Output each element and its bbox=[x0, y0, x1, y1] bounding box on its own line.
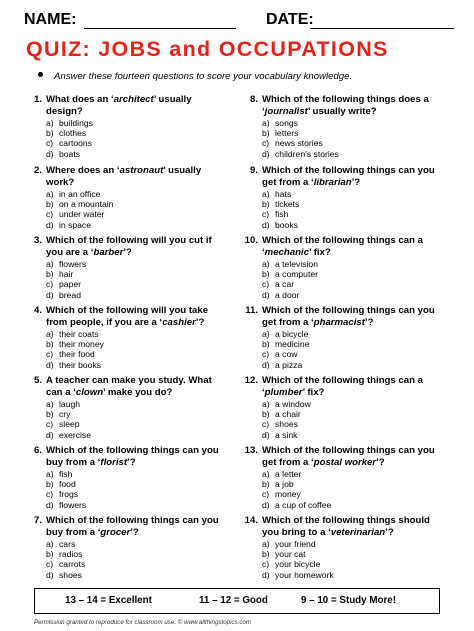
answer-option[interactable] bbox=[262, 290, 446, 300]
option-text: cry bbox=[59, 409, 71, 420]
permission-note: Permission granted to reproduce for classroom use. © www.allthingstopics.com bbox=[34, 619, 252, 626]
option-letter: a) bbox=[46, 329, 54, 339]
occupation-word: florist bbox=[100, 456, 128, 468]
score-range: 9 – 10 = bbox=[301, 595, 340, 606]
question-stem bbox=[20, 445, 220, 468]
answer-option[interactable] bbox=[262, 329, 446, 339]
question-stem bbox=[20, 235, 220, 258]
question-number: 6. bbox=[33, 445, 42, 456]
answer-option[interactable] bbox=[46, 329, 220, 339]
question-4 bbox=[20, 305, 220, 370]
option-letter: b) bbox=[46, 479, 54, 490]
option-letter: b) bbox=[46, 128, 54, 139]
occupation-word: pharmacist bbox=[313, 316, 365, 328]
question-number: 11. bbox=[245, 305, 258, 316]
answer-option[interactable] bbox=[46, 549, 220, 559]
question-stem bbox=[20, 515, 220, 538]
option-letter: c) bbox=[262, 209, 270, 220]
answer-option[interactable] bbox=[46, 479, 220, 489]
question-text: Which of the following things can a ‘plumber’ fix? bbox=[262, 375, 423, 398]
answer-option[interactable] bbox=[262, 479, 446, 489]
option-text: your homework bbox=[275, 569, 334, 580]
option-text: in space bbox=[59, 219, 92, 230]
answer-options bbox=[236, 329, 446, 370]
option-text: sleep bbox=[59, 419, 80, 430]
question-text: Which of the following things can you get from a ‘postal worker’? bbox=[262, 445, 435, 468]
option-letter: a) bbox=[262, 118, 270, 128]
option-letter: d) bbox=[262, 569, 270, 580]
option-text: cartoons bbox=[59, 138, 92, 149]
answer-option[interactable] bbox=[46, 339, 220, 349]
option-letter: b) bbox=[46, 269, 54, 280]
option-letter: d) bbox=[46, 219, 54, 230]
occupation-word: postal worker bbox=[313, 456, 377, 468]
score-excellent bbox=[65, 595, 152, 607]
answer-option[interactable] bbox=[46, 118, 220, 128]
question-text: Which of the following things does a ‘journalist’ usually write? bbox=[262, 94, 429, 117]
option-text: your friend bbox=[275, 539, 316, 549]
option-letter: d) bbox=[46, 148, 54, 159]
answer-option[interactable] bbox=[46, 279, 220, 289]
question-number: 8. bbox=[249, 94, 258, 105]
answer-option[interactable] bbox=[46, 290, 220, 300]
question-stem bbox=[236, 515, 446, 538]
answer-option[interactable] bbox=[262, 430, 446, 440]
option-letter: a) bbox=[262, 259, 270, 269]
answer-option[interactable] bbox=[262, 570, 446, 580]
option-text: shoes bbox=[59, 569, 82, 580]
option-letter: d) bbox=[46, 429, 54, 440]
option-text: clothes bbox=[59, 128, 87, 139]
answer-options bbox=[20, 469, 220, 510]
option-text: books bbox=[275, 219, 298, 230]
header bbox=[24, 11, 454, 33]
score-box bbox=[34, 588, 440, 614]
answer-option[interactable] bbox=[262, 409, 446, 419]
answer-option[interactable] bbox=[46, 220, 220, 230]
score-study-more bbox=[301, 595, 396, 607]
option-text: in an office bbox=[59, 189, 101, 199]
occupation-word: clown bbox=[75, 386, 104, 398]
option-text: tickets bbox=[275, 199, 300, 210]
question-14 bbox=[236, 515, 446, 580]
answer-option[interactable] bbox=[46, 469, 220, 479]
question-stem bbox=[236, 375, 446, 398]
question-text: Where does an ‘astronaut’ usually work? bbox=[46, 165, 202, 188]
question-stem bbox=[236, 445, 446, 468]
question-number: 14. bbox=[244, 515, 258, 526]
option-text: fish bbox=[59, 469, 73, 479]
question-text: Which of the following things can a ‘mechanic’ fix? bbox=[262, 235, 423, 258]
option-letter: b) bbox=[262, 269, 270, 280]
option-letter: b) bbox=[46, 549, 54, 560]
option-text: a chair bbox=[275, 409, 301, 420]
option-text: hair bbox=[59, 269, 74, 280]
question-11 bbox=[236, 305, 446, 370]
option-letter: a) bbox=[262, 189, 270, 199]
answer-option[interactable] bbox=[46, 559, 220, 569]
answer-options bbox=[236, 539, 446, 580]
answer-options bbox=[236, 399, 446, 440]
answer-options bbox=[236, 259, 446, 300]
option-letter: d) bbox=[46, 569, 54, 580]
option-letter: b) bbox=[262, 339, 270, 350]
question-number: 10. bbox=[244, 235, 258, 246]
answer-option[interactable] bbox=[262, 399, 446, 409]
answer-option[interactable] bbox=[262, 220, 446, 230]
option-text: songs bbox=[275, 118, 298, 128]
option-text: a bicycle bbox=[275, 329, 309, 339]
question-stem bbox=[236, 94, 446, 117]
question-number: 9. bbox=[249, 165, 258, 176]
answer-option[interactable] bbox=[262, 199, 446, 209]
question-text: A teacher can make you study. What can a ‘clown’ make you do? bbox=[46, 375, 212, 398]
answer-options bbox=[20, 399, 220, 440]
answer-option[interactable] bbox=[46, 399, 220, 409]
option-text: a car bbox=[275, 279, 295, 290]
option-text: a window bbox=[275, 399, 311, 409]
option-letter: d) bbox=[262, 289, 270, 300]
option-letter: d) bbox=[46, 499, 54, 510]
option-letter: c) bbox=[262, 489, 270, 500]
option-letter: a) bbox=[46, 259, 54, 269]
answer-option[interactable] bbox=[262, 349, 446, 359]
question-2 bbox=[20, 165, 220, 230]
option-text: fish bbox=[275, 209, 289, 220]
question-3 bbox=[20, 235, 220, 300]
question-8 bbox=[236, 94, 446, 159]
question-number: 12. bbox=[244, 375, 258, 386]
answer-option[interactable] bbox=[46, 149, 220, 159]
question-text: Which of the following things can you buy from a ‘florist’? bbox=[46, 445, 219, 468]
answer-option[interactable] bbox=[46, 360, 220, 370]
answer-options bbox=[236, 469, 446, 510]
option-text: hats bbox=[275, 189, 292, 199]
answer-option[interactable] bbox=[46, 430, 220, 440]
option-letter: a) bbox=[46, 539, 54, 549]
answer-options bbox=[236, 118, 446, 159]
option-text: cars bbox=[59, 539, 76, 549]
option-text: your bicycle bbox=[275, 559, 321, 570]
answer-options bbox=[20, 118, 220, 159]
answer-option[interactable] bbox=[46, 419, 220, 429]
date-label: DATE: bbox=[266, 11, 314, 28]
occupation-word: librarian bbox=[313, 176, 352, 188]
option-text: their money bbox=[59, 339, 104, 350]
question-stem bbox=[20, 165, 220, 188]
option-letter: d) bbox=[262, 429, 270, 440]
option-letter: b) bbox=[46, 409, 54, 420]
option-letter: d) bbox=[46, 359, 54, 370]
option-text: news stories bbox=[275, 138, 323, 149]
answer-option[interactable] bbox=[262, 269, 446, 279]
instructions bbox=[40, 71, 352, 83]
answer-option[interactable] bbox=[262, 209, 446, 219]
question-text: Which of the following things can you buy from a ‘grocer’? bbox=[46, 515, 219, 538]
option-letter: a) bbox=[262, 399, 270, 409]
option-text: their books bbox=[59, 359, 102, 370]
question-stem bbox=[236, 305, 446, 328]
answer-options bbox=[20, 329, 220, 370]
option-text: flowers bbox=[59, 259, 87, 269]
question-12 bbox=[236, 375, 446, 440]
answer-option[interactable] bbox=[46, 409, 220, 419]
option-letter: b) bbox=[262, 199, 270, 210]
question-text: Which of the following things should you bring to a ‘veterinarian’? bbox=[262, 515, 430, 538]
occupation-word: barber bbox=[93, 246, 124, 258]
option-letter: d) bbox=[262, 148, 270, 159]
answer-option[interactable] bbox=[46, 539, 220, 549]
answer-option[interactable] bbox=[262, 118, 446, 128]
option-letter: c) bbox=[46, 209, 54, 220]
option-letter: d) bbox=[46, 289, 54, 300]
option-text: buildings bbox=[59, 118, 93, 128]
option-text: money bbox=[275, 489, 301, 500]
score-label: Good bbox=[242, 595, 268, 606]
quiz-title: QUIZ: JOBS and OCCUPATIONS bbox=[26, 37, 389, 61]
question-text: What does an ‘architect’ usually design? bbox=[46, 94, 192, 117]
question-text: Which of the following will you cut if you are a ‘barber’? bbox=[46, 235, 212, 258]
occupation-word: architect bbox=[113, 94, 154, 105]
score-good bbox=[199, 595, 268, 607]
answer-options bbox=[236, 189, 446, 230]
option-text: a computer bbox=[275, 269, 318, 280]
instructions-text: Answer these fourteen questions to score your vocabulary knowledge. bbox=[54, 71, 353, 82]
name-label: NAME: bbox=[24, 11, 77, 28]
option-text: paper bbox=[59, 279, 81, 290]
option-letter: d) bbox=[262, 359, 270, 370]
answer-options bbox=[20, 539, 220, 580]
occupation-word: journalist bbox=[264, 105, 308, 117]
answer-option[interactable] bbox=[262, 189, 446, 199]
option-text: boats bbox=[59, 148, 81, 159]
question-number: 13. bbox=[244, 445, 258, 456]
question-text: Which of the following will you take from people, if you are a ‘cashier’? bbox=[46, 305, 209, 328]
question-number: 5. bbox=[33, 375, 42, 386]
option-text: a door bbox=[275, 289, 300, 300]
option-letter: a) bbox=[46, 118, 54, 128]
answer-option[interactable] bbox=[46, 189, 220, 199]
option-letter: c) bbox=[262, 559, 270, 570]
answer-option[interactable] bbox=[262, 469, 446, 479]
answer-option[interactable] bbox=[262, 489, 446, 499]
option-letter: c) bbox=[46, 559, 54, 570]
occupation-word: plumber bbox=[264, 386, 303, 398]
score-range: 11 – 12 = bbox=[199, 595, 243, 606]
option-text: letters bbox=[275, 128, 299, 139]
option-text: medicine bbox=[275, 339, 310, 350]
option-text: your cat bbox=[275, 549, 306, 560]
answer-option[interactable] bbox=[46, 138, 220, 148]
answer-options bbox=[20, 259, 220, 300]
answer-option[interactable] bbox=[46, 500, 220, 510]
answer-option[interactable] bbox=[46, 259, 220, 269]
question-text: Which of the following things can you get from a ‘pharmacist’? bbox=[262, 305, 435, 328]
option-letter: b) bbox=[262, 549, 270, 560]
option-text: food bbox=[59, 479, 76, 490]
option-text: a sink bbox=[275, 429, 298, 440]
occupation-word: veterinarian bbox=[330, 526, 386, 538]
score-label: Study More! bbox=[339, 595, 397, 606]
score-label: Excellent bbox=[108, 595, 152, 606]
occupation-word: mechanic bbox=[264, 246, 309, 258]
question-6 bbox=[20, 445, 220, 510]
option-letter: d) bbox=[262, 499, 270, 510]
option-text: frogs bbox=[59, 489, 79, 500]
answer-option[interactable] bbox=[262, 138, 446, 148]
option-letter: c) bbox=[46, 419, 54, 430]
question-stem bbox=[236, 235, 446, 258]
option-letter: a) bbox=[262, 469, 270, 479]
answer-option[interactable] bbox=[262, 339, 446, 349]
option-letter: b) bbox=[262, 128, 270, 139]
option-letter: c) bbox=[46, 489, 54, 500]
question-10 bbox=[236, 235, 446, 300]
answer-option[interactable] bbox=[262, 279, 446, 289]
option-letter: c) bbox=[262, 349, 270, 360]
option-text: bread bbox=[59, 289, 81, 300]
option-letter: a) bbox=[46, 189, 54, 199]
question-5 bbox=[20, 375, 220, 440]
option-text: exercise bbox=[59, 429, 91, 440]
option-letter: c) bbox=[262, 138, 270, 149]
option-text: shoes bbox=[275, 419, 298, 430]
option-letter: a) bbox=[46, 469, 54, 479]
option-letter: a) bbox=[262, 329, 270, 339]
answer-option[interactable] bbox=[262, 259, 446, 269]
answer-option[interactable] bbox=[46, 209, 220, 219]
option-text: a cow bbox=[275, 349, 298, 360]
answer-option[interactable] bbox=[262, 360, 446, 370]
option-letter: d) bbox=[262, 219, 270, 230]
option-text: a television bbox=[275, 259, 318, 269]
name-field-line[interactable] bbox=[84, 28, 236, 29]
option-letter: b) bbox=[46, 339, 54, 350]
answer-option[interactable] bbox=[46, 128, 220, 138]
option-text: on a mountain bbox=[59, 199, 114, 210]
option-text: a cup of coffee bbox=[275, 499, 332, 510]
option-text: carrots bbox=[59, 559, 86, 570]
option-letter: c) bbox=[46, 279, 54, 290]
question-number: 1. bbox=[33, 94, 42, 105]
answer-option[interactable] bbox=[46, 269, 220, 279]
option-text: a pizza bbox=[275, 359, 303, 370]
answer-option[interactable] bbox=[262, 149, 446, 159]
answer-option[interactable] bbox=[46, 489, 220, 499]
option-letter: a) bbox=[46, 399, 54, 409]
option-letter: c) bbox=[46, 349, 54, 360]
option-letter: b) bbox=[46, 199, 54, 210]
option-text: their coats bbox=[59, 329, 99, 339]
answer-option[interactable] bbox=[46, 570, 220, 580]
option-text: under water bbox=[59, 209, 105, 220]
option-text: a letter bbox=[275, 469, 302, 479]
option-letter: b) bbox=[262, 479, 270, 490]
occupation-word: astronaut bbox=[119, 165, 164, 176]
answer-option[interactable] bbox=[46, 199, 220, 209]
occupation-word: cashier bbox=[162, 316, 196, 328]
option-letter: a) bbox=[262, 539, 270, 549]
question-1 bbox=[20, 94, 220, 159]
option-letter: c) bbox=[262, 279, 270, 290]
question-stem bbox=[20, 375, 220, 398]
option-text: children’s stories bbox=[275, 148, 339, 159]
option-letter: c) bbox=[262, 419, 270, 430]
question-stem bbox=[236, 165, 446, 188]
question-stem bbox=[20, 94, 220, 117]
answer-option[interactable] bbox=[262, 559, 446, 569]
answer-option[interactable] bbox=[262, 500, 446, 510]
question-text: Which of the following things can you get from a ‘librarian’? bbox=[262, 165, 435, 188]
option-text: a job bbox=[275, 479, 294, 490]
option-text: their food bbox=[59, 349, 95, 360]
answer-option[interactable] bbox=[262, 539, 446, 549]
option-letter: c) bbox=[46, 138, 54, 149]
option-text: laugh bbox=[59, 399, 81, 409]
answer-option[interactable] bbox=[262, 128, 446, 138]
question-number: 4. bbox=[33, 305, 42, 316]
question-number: 2. bbox=[33, 165, 42, 176]
question-number: 3. bbox=[33, 235, 42, 246]
question-7 bbox=[20, 515, 220, 580]
answer-options bbox=[20, 189, 220, 230]
answer-option[interactable] bbox=[46, 349, 220, 359]
question-9 bbox=[236, 165, 446, 230]
option-text: radios bbox=[59, 549, 83, 560]
option-text: flowers bbox=[59, 499, 87, 510]
occupation-word: grocer bbox=[100, 526, 131, 538]
question-number: 7. bbox=[33, 515, 42, 526]
answer-option[interactable] bbox=[262, 549, 446, 559]
score-range: 13 – 14 = bbox=[65, 595, 109, 606]
option-letter: b) bbox=[262, 409, 270, 420]
date-field-line[interactable] bbox=[310, 28, 454, 29]
question-stem bbox=[20, 305, 220, 328]
question-13 bbox=[236, 445, 446, 510]
answer-option[interactable] bbox=[262, 419, 446, 429]
